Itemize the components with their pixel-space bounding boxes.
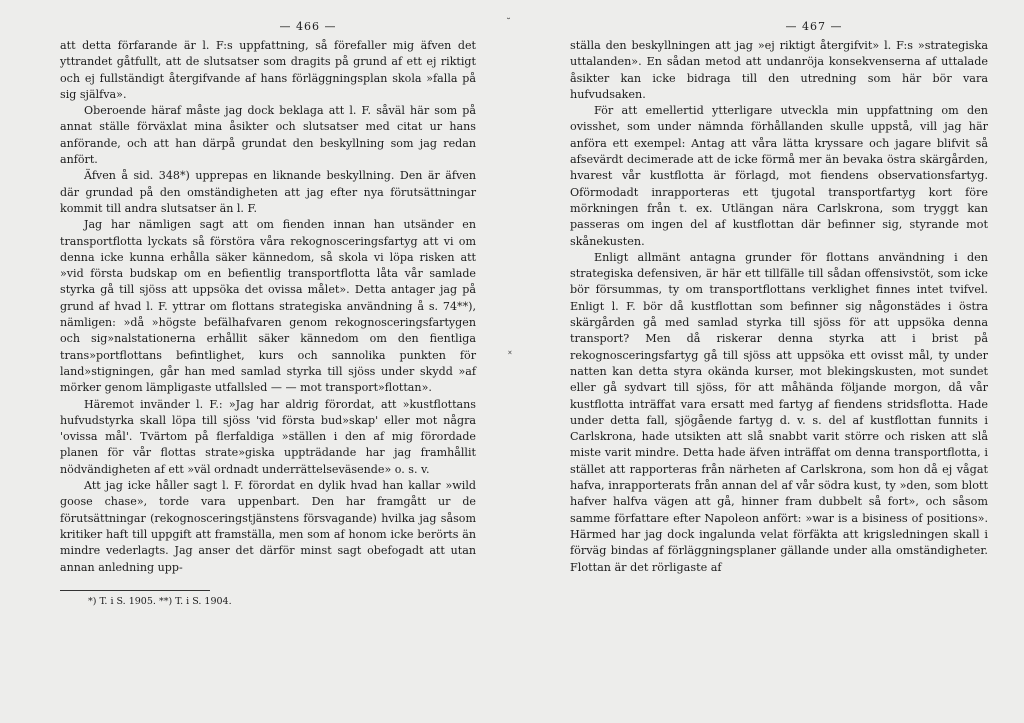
footnote: *) T. i S. 1905. **) T. i S. 1904.	[88, 595, 232, 607]
left-paragraph: att detta förfarande är l. F:s uppfattning, så förefaller mig äfven det yttrandet gåtfullt, att de slutsatser som dragits på grund af ett ej riktigt och ej fullständigt återgifvande af hans förläggningsplan skola »falla på sig själfva».	[60, 39, 476, 101]
gutter-mark: ˟	[508, 350, 512, 361]
right-page-body	[570, 38, 988, 576]
left-page-body	[60, 38, 476, 576]
left-page-number: — 466 —	[279, 20, 337, 33]
footnote-divider	[60, 590, 210, 591]
right-paragraph: ställa den beskyllningen att jag »ej riktigt återgifvit» l. F:s »strategiska uttalanden». En sådan metod att undanröja konsekvenserna af uttalade åsikter kan icke bidraga till den utredning som här bör vara hufvudsaken.	[570, 39, 988, 101]
left-paragraph: Att jag icke håller sagt l. F. förordat en dylik hvad han kallar »wild goose chase», torde vara uppenbart. Den har framgått ur de förutsättningar (rekognosceringstjänstens försvagande) hvilka jag såsom kritiker haft till uppgift att framställa, men som af honom icke berörts än mindre vederlagts. Jag anser det därför minst sagt obefogadt att utan annan anledning upp-	[60, 479, 476, 574]
right-page	[512, 0, 1024, 723]
right-paragraph: För att emellertid ytterligare utveckla min uppfattning om den ovisshet, som under nämnda förhållanden skulle uppstå, vill jag här anföra ett exempel: Antag att våra lätta kryssare och jagare blifvit så afsevärdt decimerade att de icke förmå mer än bevaka östra skärgården, hvarest vår kustflotta är förlagd, mot fiendens observationsfartyg. Oförmodadt inrapporteras ett tjugotal transportfartyg kort före mörkningen från t. ex. Utlängan nära Carlskrona, som tryggt kan passeras om ingen del af kustflottan där befinner sig, styrande mot skånekusten.	[570, 104, 988, 248]
left-paragraph: Oberoende häraf måste jag dock beklaga att l. F. såväl här som på annat ställe förväxlat mina åsikter och slutsatser med citat ur hans anförande, och att han därpå grundat den beskyllning som jag redan anfört.	[60, 104, 476, 167]
right-paragraph: Enligt allmänt antagna grunder för flottans användning i den strategiska defensiven, är här ett tillfälle till sådan offensivstöt, som icke bör försummas, ty om transportflottans verklighet finnes intet tvifvel. Enligt l. F. bör då kustflottan som befinner sig någonstädes i östra skärgården gå med samlad styrka till sjöss för att uppsöka denna transport? Men då riskerar denna styrka att i brist på rekognosceringsfartyg gå till sjöss att uppsöka ett ovisst mål, ty under natten kan detta styra okända kurser, mot blekingskusten, mot sundet eller gå sydvart till sjöss, för att måhända följande morgon, då vår kustflotta inträffat vara ersatt med fartyg af fiendens stridsflotta. Hade under detta fall, sjögående fartyg d. v. s. del af kustflottan funnits i Carlskrona, hade utsikten att slå snabbt varit större och risken att slå miste varit mindre. Detta hade äfven inträffat om denna transportflotta, i stället att rapporteras från närheten af Carlskrona, som hon då ej vågat hafva, inrapporterats från annan del af vår södra kust, ty »den, som blott hafver halfva vägen att gå, hinner fram dubbelt så fort», och såsom samme författare efter Napoleon anfört: »war is a bisiness of positions». Härmed har jag dock ingalunda velat förfäkta att krigsledningen skall i förväg bindas af förläggningsplaner gällande under alla omständigheter. Flottan är det rörligaste af	[570, 250, 988, 574]
left-paragraph: Äfven å sid. 348*) upprepas en liknande beskyllning. Den är äfven där grundad på den omständigheten att jag efter nya förutsättningar kommit till andra slutsatser än l. F.	[60, 169, 476, 215]
left-paragraph: Häremot invänder l. F.: »Jag har aldrig förordat, att »kustflottans hufvudstyrka skall löpa till sjöss 'vid första bud»skap' eller mot några 'ovissa mål'. Tvärtom på flerfaldiga »ställen i den af mig förordade planen för vår flottas strate»giska uppträdande har jag framhållit nödvändigheten af ett »väl ordnadt underrättelseväsende» o. s. v.	[60, 397, 476, 476]
left-paragraph: Jag har nämligen sagt att om fienden innan han utsänder en transportflotta lyckats så förstöra våra rekognosceringsfartyg att vi om denna icke kunna erhålla säker kännedom, så skola vi löpa risken att »vid första budskap om en befientlig transportflotta låta vår samlade styrka gå till sjöss att uppsöka det ovissa målet». Detta antager jag på grund af hvad l. F. yttrar om flottans strategiska användning å s. 74**), nämligen: »då »högste befälhafvaren genom rekognosceringsfartygen och sig»nalstationerna erhållit säker kännedom om den fientliga trans»portflottans befintlighet, kurs och sannolika punkten för land»stigningen, går han med samlad styrka till sjöss under skydd »af mörker genom lämpligaste utfallsled — — mot transport»flottan».	[60, 218, 476, 395]
right-page-number: — 467 —	[785, 20, 843, 33]
gutter-mark: ˘	[506, 18, 511, 29]
